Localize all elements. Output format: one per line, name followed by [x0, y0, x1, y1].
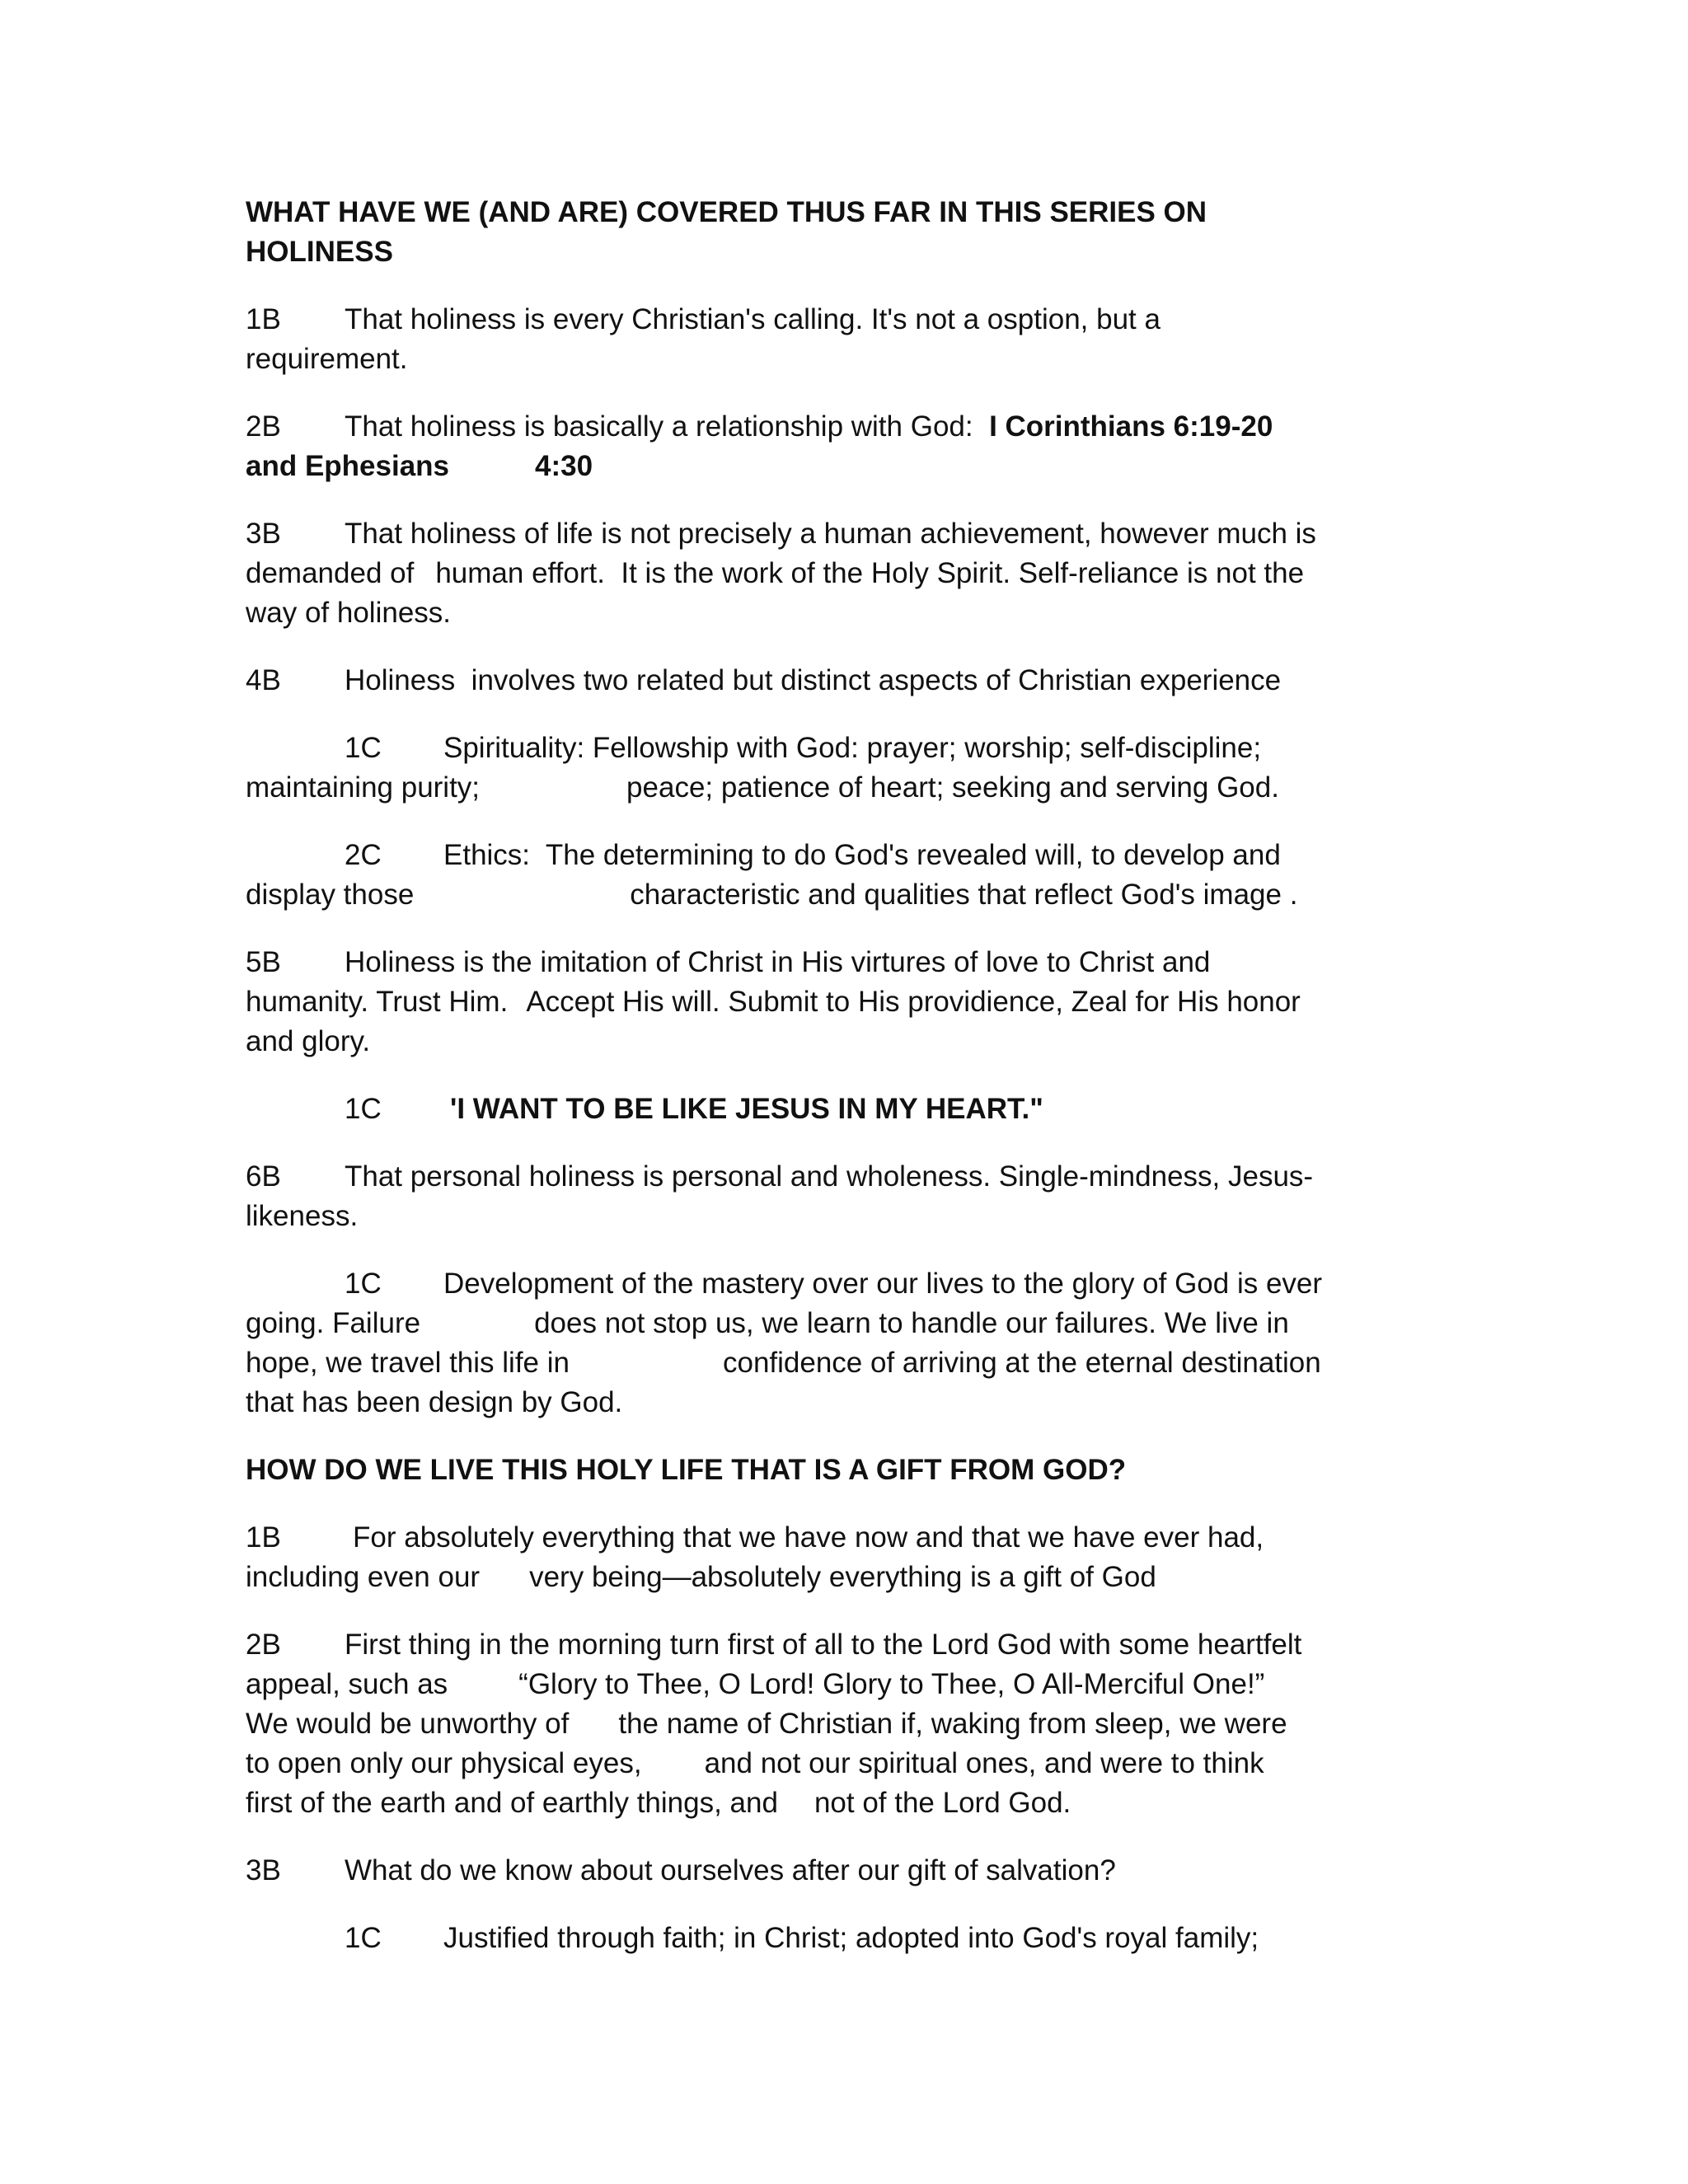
outline-text: What do we know about ourselves after our gift of salvation?: [345, 1854, 1116, 1886]
outline-number: 1C: [345, 732, 382, 764]
outline-text: likeness.: [246, 1200, 359, 1232]
outline-number: 1B: [246, 303, 281, 335]
outline-text: maintaining purity;: [246, 771, 481, 804]
outline-text: to open only our physical eyes,: [246, 1747, 642, 1779]
outline-text: humanity. Trust Him.: [246, 986, 509, 1018]
outline-text: display those: [246, 879, 415, 911]
outline-text: That holiness is every Christian's calling. It's not a osption, but a: [345, 303, 1160, 335]
scripture-reference: 4:30: [535, 450, 593, 482]
outline-item-1b: [246, 1518, 1416, 1597]
outline-text: not of the Lord God.: [814, 1787, 1071, 1819]
outline-subitem-1c: [246, 1919, 1416, 1958]
outline-number: 4B: [246, 664, 281, 696]
outline-text: requirement.: [246, 343, 408, 375]
outline-item-3b: [246, 1851, 1416, 1891]
heading-line: WHAT HAVE WE (AND ARE) COVERED THUS FAR IN THIS SERIES ON: [246, 196, 1207, 228]
outline-number: 2B: [246, 410, 281, 443]
outline-number: 2C: [345, 839, 382, 871]
outline-number: 3B: [246, 518, 281, 550]
outline-subitem-1c: [246, 1264, 1416, 1422]
outline-item-4b: [246, 661, 1416, 701]
document-body: [246, 193, 1416, 1986]
outline-text: hope, we travel this life in: [246, 1347, 570, 1379]
outline-text: Justified through faith; in Christ; adopted into God's royal family;: [443, 1922, 1259, 1954]
outline-text: confidence of arriving at the eternal destination: [722, 1347, 1321, 1379]
outline-subitem-1c: [246, 729, 1416, 808]
outline-number: 2B: [246, 1629, 281, 1661]
outline-text: Ethics: The determining to do God's revealed will, to develop and: [443, 839, 1281, 871]
outline-text: Holiness involves two related but distinct aspects of Christian experience: [345, 664, 1282, 696]
outline-subitem-2c: [246, 836, 1416, 915]
emphasis-quote: 'I WANT TO BE LIKE JESUS IN MY HEART.": [450, 1093, 1043, 1125]
outline-text: “Glory to Thee, O Lord! Glory to Thee, O All-Merciful One!”: [518, 1668, 1265, 1700]
outline-item-6b: [246, 1157, 1416, 1236]
outline-item-2b: [246, 407, 1416, 486]
outline-subitem-1c: [246, 1090, 1416, 1129]
outline-item-2b: [246, 1625, 1416, 1823]
outline-text: including even our: [246, 1561, 481, 1593]
outline-text: peace; patience of heart; seeking and serving God.: [626, 771, 1279, 804]
outline-number: 5B: [246, 946, 281, 978]
outline-text: and not our spiritual ones, and were to think: [704, 1747, 1264, 1779]
outline-text: Spirituality: Fellowship with God: prayer; worship; self-discipline;: [443, 732, 1262, 764]
outline-text: does not stop us, we learn to handle our failures. We live in: [534, 1307, 1289, 1339]
outline-text: Accept His will. Submit to His providience, Zeal for His honor: [526, 986, 1301, 1018]
heading-line: HOLINESS: [246, 236, 393, 268]
outline-number: 1C: [345, 1268, 382, 1300]
scripture-reference: I Corinthians 6:19-20: [989, 410, 1273, 443]
outline-text: human effort. It is the work of the Holy Spirit. Self-reliance is not the: [435, 557, 1305, 589]
outline-number: 3B: [246, 1854, 281, 1886]
outline-number: 1C: [345, 1922, 382, 1954]
outline-text: We would be unworthy of: [246, 1708, 570, 1740]
outline-text: demanded of: [246, 557, 415, 589]
outline-text: way of holiness.: [246, 597, 452, 629]
outline-number: 1C: [345, 1093, 382, 1125]
outline-text: Holiness is the imitation of Christ in His virtures of love to Christ and: [345, 946, 1211, 978]
outline-text: very being—absolutely everything is a gift of God: [529, 1561, 1156, 1593]
outline-text: For absolutely everything that we have now and that we have ever had,: [353, 1521, 1264, 1554]
outline-text: First thing in the morning turn first of all to the Lord God with some heartfelt: [345, 1629, 1302, 1661]
section-heading-covered: [246, 193, 1416, 272]
outline-item-3b: [246, 514, 1416, 633]
outline-item-1b: [246, 300, 1416, 379]
outline-number: 1B: [246, 1521, 281, 1554]
outline-text: the name of Christian if, waking from sleep, we were: [618, 1708, 1287, 1740]
outline-text: going. Failure: [246, 1307, 421, 1339]
outline-item-5b: [246, 943, 1416, 1062]
outline-text: and glory.: [246, 1025, 371, 1057]
outline-text: first of the earth and of earthly things, and: [246, 1787, 778, 1819]
outline-text: characteristic and qualities that reflect God's image .: [630, 879, 1298, 911]
outline-text: That personal holiness is personal and wholeness. Single-mindness, Jesus-: [345, 1160, 1314, 1193]
outline-text: appeal, such as: [246, 1668, 448, 1700]
section-heading-how: HOW DO WE LIVE THIS HOLY LIFE THAT IS A GIFT FROM GOD?: [246, 1454, 1127, 1486]
outline-text: that has been design by God.: [246, 1386, 623, 1418]
outline-text: Development of the mastery over our lives to the glory of God is ever: [443, 1268, 1323, 1300]
outline-text: That holiness is basically a relationship with God:: [345, 410, 990, 443]
outline-text: That holiness of life is not precisely a human achievement, however much is: [345, 518, 1316, 550]
scripture-reference: and Ephesians: [246, 450, 450, 482]
outline-number: 6B: [246, 1160, 281, 1193]
